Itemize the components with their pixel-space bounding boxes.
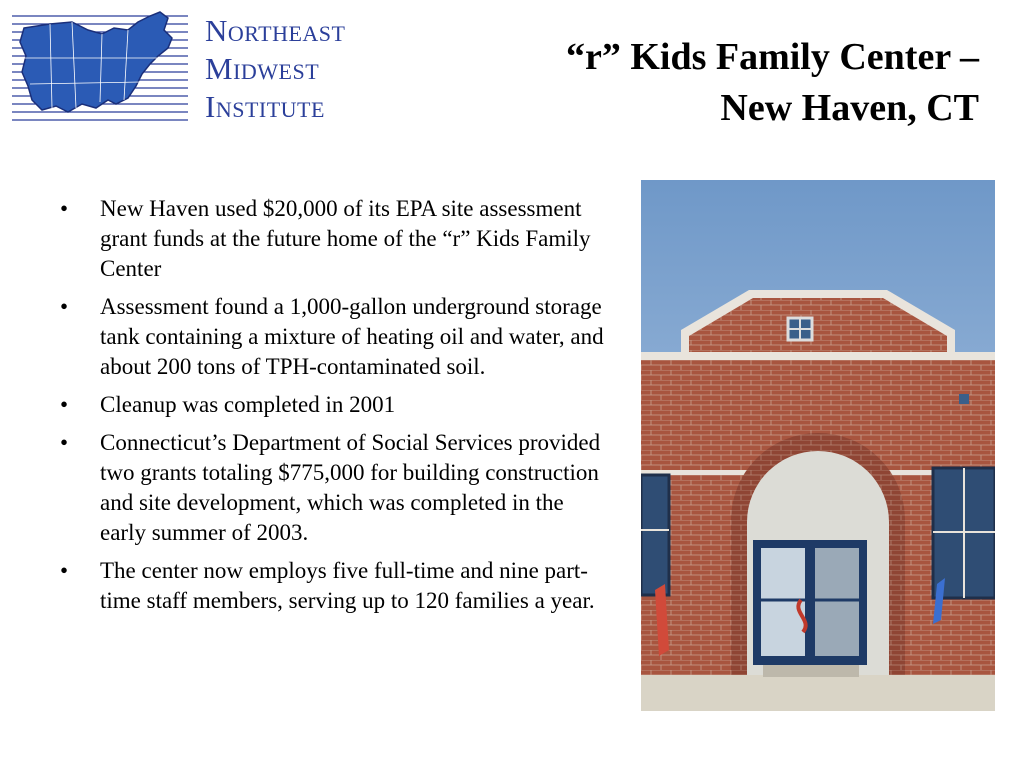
bullet-text: Assessment found a 1,000-gallon underground storage tank containing a mixture of heating oil and water, and about 200 tons of TPH-contaminated soil. [100,294,604,379]
bullet-marker: • [60,392,69,417]
bullet-item [58,292,606,382]
bullet-marker: • [60,294,69,319]
entrance-door-right [813,546,861,658]
logo-initial-i: I [205,89,216,124]
bullet-text: Connecticut’s Department of Social Services provided two grants totaling $775,000 for building construction and site development, which was completed in the early summer of 2003. [100,430,601,545]
logo-initial-m: M [205,51,234,86]
building-photo [641,180,995,711]
bullet-item [58,556,606,616]
cornice [641,352,995,360]
bullet-marker: • [60,430,69,455]
logo-word-northeast: ORTHEAST [227,21,346,46]
left-window [641,475,669,595]
vent [959,394,969,404]
bullet-text: Cleanup was completed in 2001 [100,392,396,417]
bullet-marker: • [60,558,69,583]
bullet-list [58,194,606,624]
bullet-item [58,194,606,284]
us-map-icon [10,8,190,126]
sidewalk [641,675,995,711]
logo-wordmark [205,12,345,126]
bullet-text: The center now employs five full-time and nine part-time staff members, serving up to 120 families a year. [100,558,595,613]
entrance-step [763,665,859,677]
bullet-item [58,428,606,548]
bullet-marker: • [60,196,69,221]
logo-word-midwest: IDWEST [233,59,320,84]
logo-word-institute: NSTITUTE [215,97,325,122]
northeast-midwest-institute-logo [10,8,390,126]
slide-title-line-2: New Haven, CT [720,87,979,129]
slide-title-line-1: “r” Kids Family Center – [565,36,979,78]
slide-title [419,32,979,134]
bullet-item [58,390,606,420]
logo-initial-n: N [205,13,228,48]
bullet-text: New Haven used $20,000 of its EPA site assessment grant funds at the future home of the “r” Kids Family Center [100,196,591,281]
